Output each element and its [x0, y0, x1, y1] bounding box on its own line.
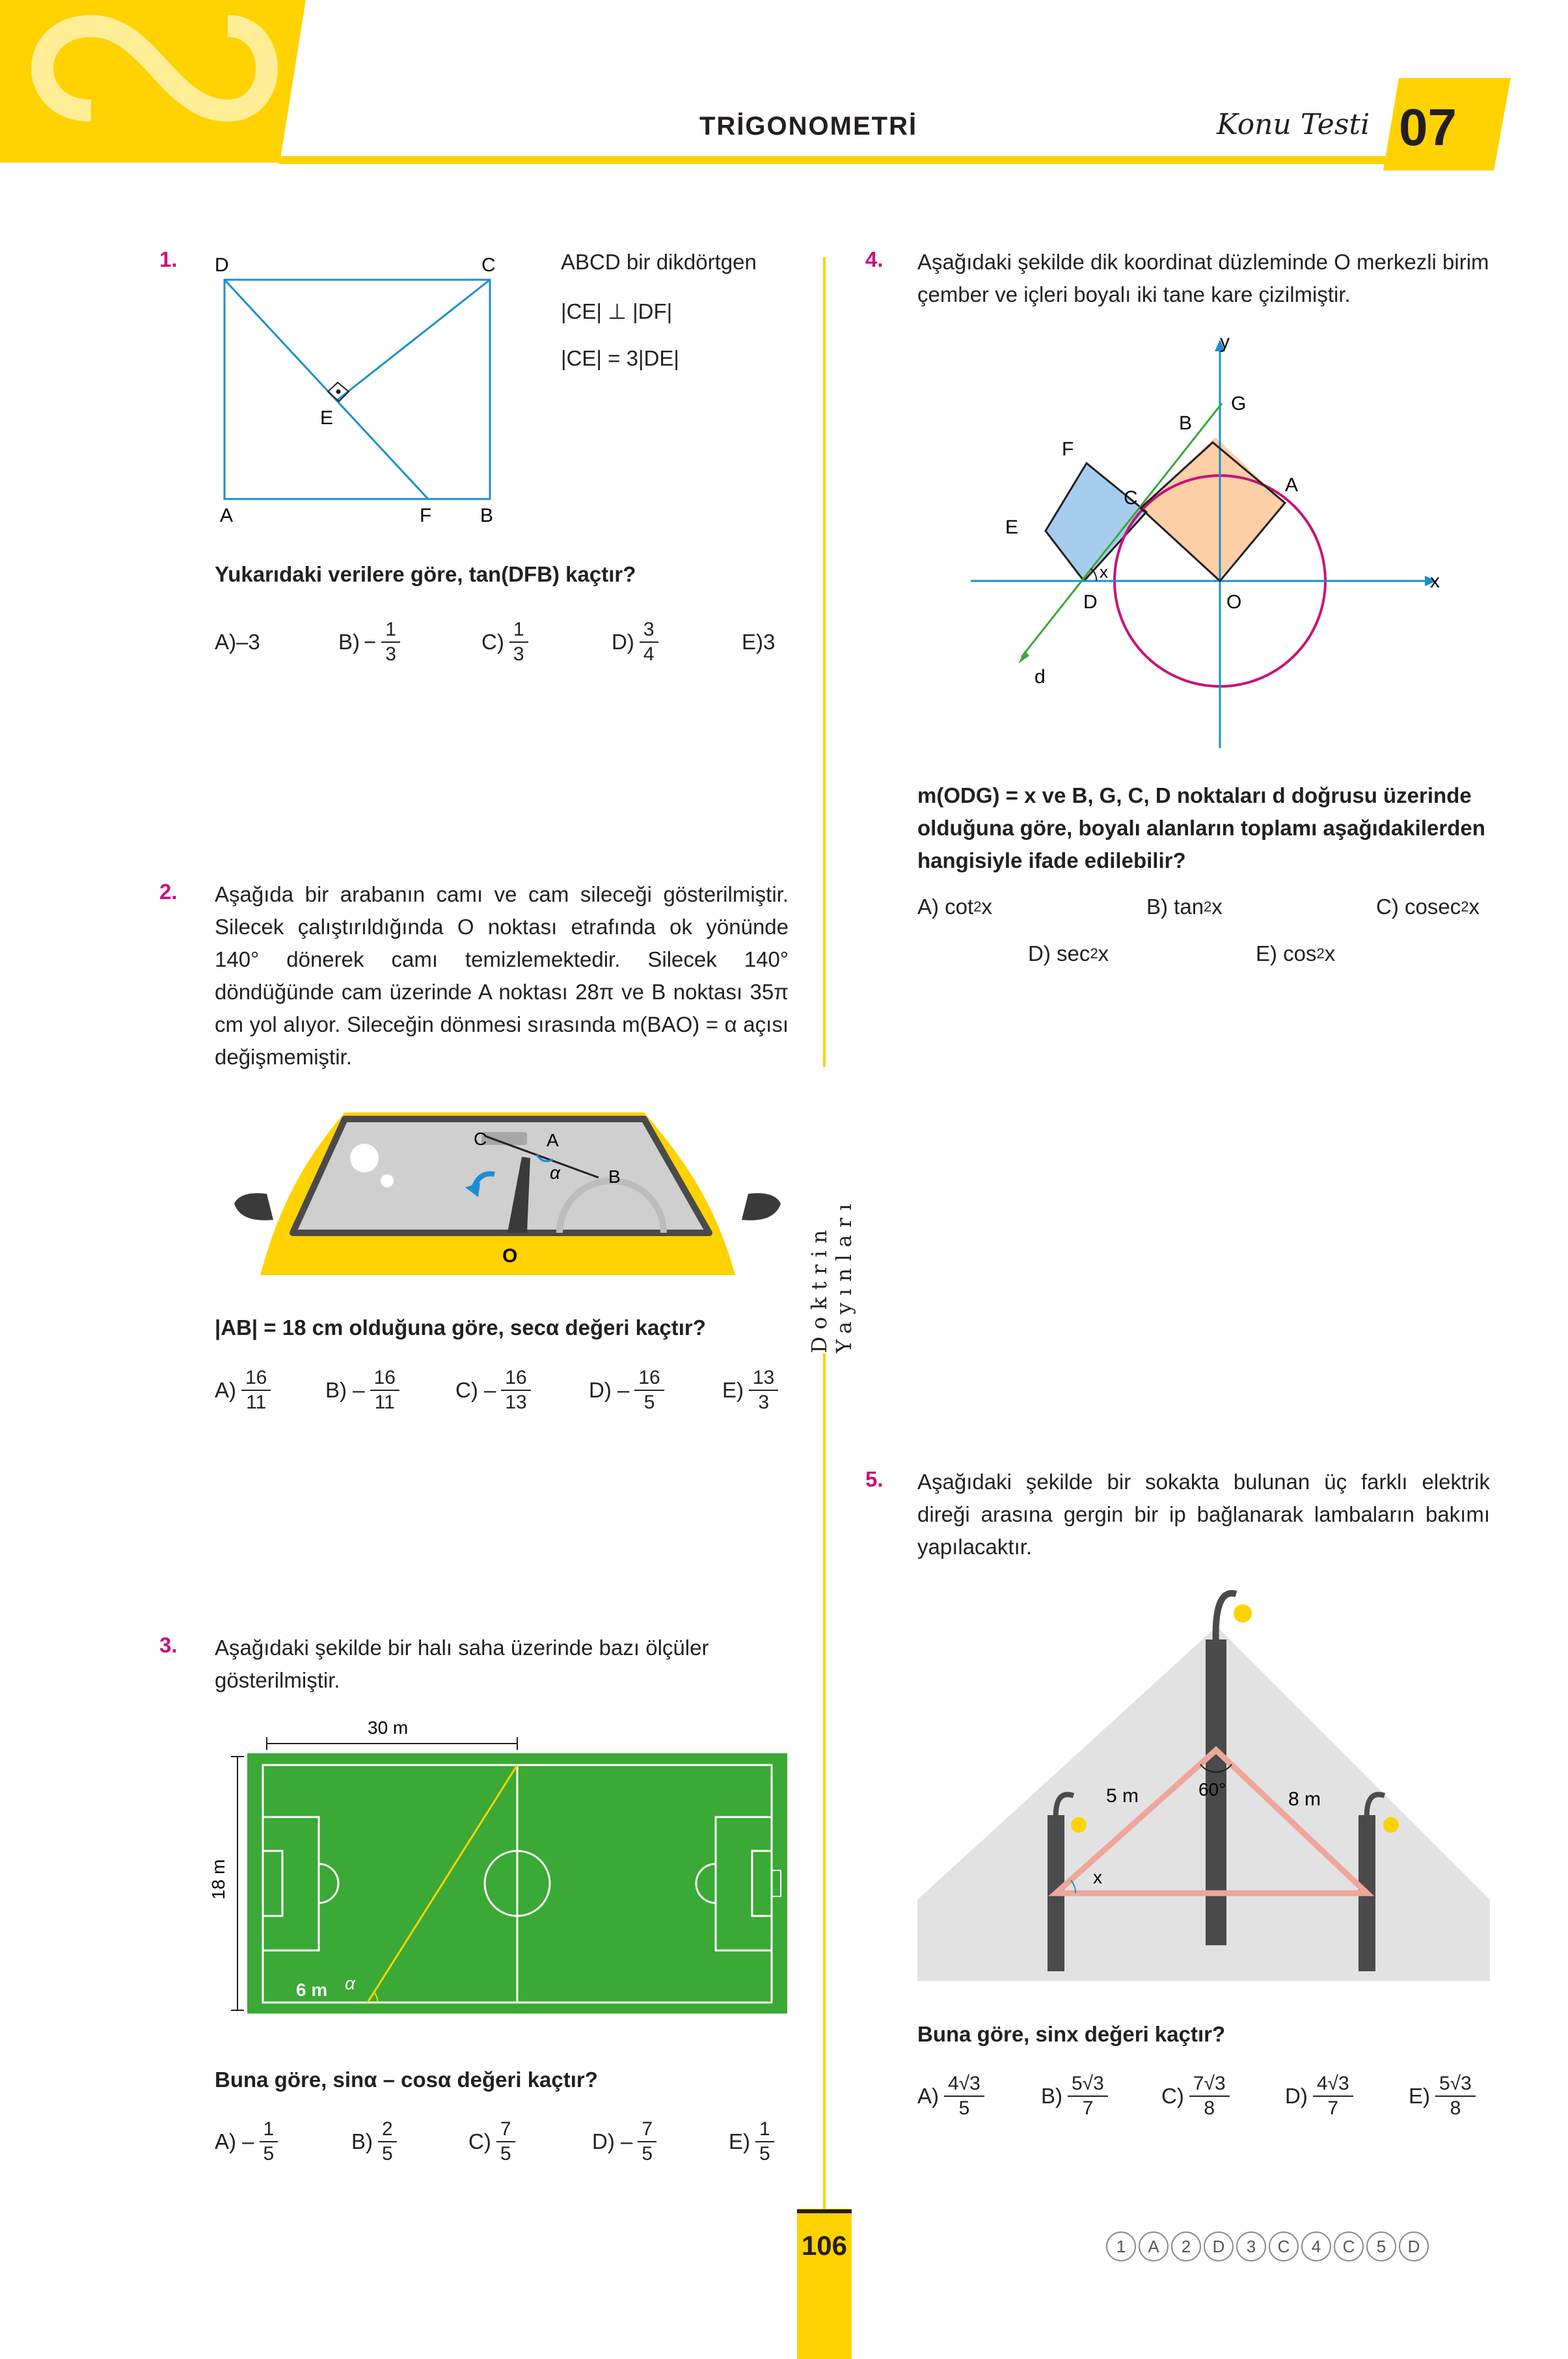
option-letter: D) sec — [1028, 941, 1090, 965]
question-number: 5. — [865, 1467, 884, 1491]
answer-option[interactable] — [481, 618, 528, 666]
q1-given-3: |CE| = 3|DE| — [561, 346, 679, 370]
option-fraction — [755, 2118, 774, 2166]
label-c: C — [1124, 487, 1138, 509]
label-c: C — [481, 254, 496, 276]
option-variable: x — [1211, 895, 1223, 919]
option-fraction — [1435, 2072, 1476, 2120]
label-y-axis: y — [1220, 332, 1230, 353]
option-letter: B) — [351, 2129, 373, 2153]
q3-options — [215, 2118, 800, 2176]
answer-key-letter: C — [1334, 2231, 1364, 2261]
numerator: 5√3 — [1435, 2072, 1476, 2097]
answer-key-question: 5 — [1366, 2231, 1396, 2261]
option-fraction — [944, 2072, 984, 2120]
answer-key-question: 3 — [1236, 2231, 1266, 2261]
numerator: 4√3 — [944, 2072, 984, 2097]
option-letter: E) — [1409, 2084, 1430, 2108]
option-letter: C) — [481, 630, 504, 654]
label-5m: 5 m — [1106, 1785, 1139, 1807]
denominator: 5 — [759, 2143, 770, 2164]
option-letter: E) — [729, 2129, 750, 2153]
label-c: C — [474, 1129, 487, 1149]
exponent: 2 — [1090, 945, 1098, 962]
numerator: 7 — [496, 2118, 515, 2142]
exponent: 2 — [1461, 898, 1469, 915]
label-o: O — [502, 1245, 518, 1267]
option-letter: A) — [917, 2084, 939, 2108]
option-letter: C) – — [455, 1378, 496, 1402]
option-letter: B) — [1041, 2084, 1062, 2108]
q1-given-1: ABCD bir dikdörtgen — [561, 250, 757, 274]
option-fraction — [496, 2118, 515, 2166]
label-width: 30 m — [368, 1718, 409, 1738]
label-line-d: d — [1034, 666, 1046, 688]
answer-key-question: 1 — [1106, 2231, 1136, 2261]
q2-question: |AB| = 18 cm olduğuna göre, secα değeri kaçtır? — [215, 1315, 706, 1340]
option-variable: x — [1468, 895, 1480, 919]
q4-question: m(ODG) = x ve B, G, C, D noktaları d doğrusu üzerinde olduğuna göre, boyalı alanların toplamı aşağıdakilerden hangisiyle ifade edilebilir? — [917, 783, 1485, 872]
label-g: G — [1231, 393, 1247, 414]
label-60-deg: 60° — [1198, 1779, 1226, 1800]
option-letter: D) — [1285, 2084, 1308, 2108]
option-letter: A) — [215, 630, 236, 654]
answer-option[interactable] — [455, 1366, 531, 1414]
q2-text: Aşağıda bir arabanın camı ve cam sileceği gösterilmiştir. Silecek çalıştırıldığında O noktası etrafında ok yönünde 140° dönerek camı temizlemektedir. Silecek 140° döndüğünde cam üzerinde A noktası 28π ve B noktası 35π cm yol alıyor. Sileceğin dönmesi sırasında m(BAO) = α açısı değişmemiştir. — [215, 882, 789, 1069]
numerator: 5√3 — [1068, 2072, 1108, 2097]
numerator: 4√3 — [1313, 2072, 1353, 2097]
question-number: 4. — [865, 247, 884, 271]
answer-option[interactable] — [215, 2118, 278, 2166]
option-letter: D) – — [589, 1378, 630, 1402]
answer-option[interactable] — [1146, 895, 1223, 919]
q3-pitch-figure — [208, 1711, 794, 2030]
q1-options — [215, 618, 800, 670]
option-letter: A) — [215, 1378, 236, 1402]
label-a: A — [547, 1130, 559, 1150]
option-letter: B) – — [325, 1378, 365, 1402]
label-a: A — [220, 505, 234, 526]
option-letter: C) — [1161, 2084, 1184, 2108]
q4-options — [917, 895, 1503, 986]
header-subtitle: Konu Testi — [1217, 108, 1370, 141]
denominator: 8 — [1204, 2097, 1215, 2119]
label-o: O — [1226, 591, 1242, 613]
label-base: 6 m — [296, 1980, 328, 2000]
answer-option[interactable] — [742, 630, 775, 654]
label-b: B — [480, 505, 494, 526]
option-letter: A) cot — [917, 895, 974, 919]
option-variable: x — [1324, 941, 1336, 965]
answer-option[interactable] — [917, 2072, 984, 2120]
answer-option[interactable] — [215, 1366, 271, 1414]
numerator: 1 — [509, 618, 528, 643]
answer-key-question: 4 — [1301, 2231, 1331, 2261]
denominator: 5 — [263, 2143, 275, 2164]
answer-option[interactable] — [1376, 895, 1480, 919]
option-fraction — [1189, 2072, 1230, 2120]
denominator: 5 — [958, 2097, 970, 2119]
label-b: B — [608, 1166, 621, 1187]
label-e: E — [1005, 517, 1019, 538]
answer-option[interactable] — [729, 2118, 774, 2166]
option-fraction — [370, 1366, 399, 1414]
answer-option[interactable] — [468, 2118, 515, 2166]
q5-options — [917, 2072, 1503, 2137]
option-letter: D) — [612, 630, 634, 654]
answer-key-letter: A — [1139, 2231, 1169, 2261]
option-letter: E) cos — [1256, 941, 1317, 965]
q1-rectangle-figure — [208, 247, 520, 533]
option-letter: B) tan — [1146, 895, 1204, 919]
denominator: 11 — [246, 1392, 267, 1413]
option-fraction — [634, 1366, 664, 1414]
answer-key-letter: D — [1399, 2231, 1429, 2261]
label-alpha: α — [550, 1163, 560, 1183]
denominator: 7 — [1327, 2097, 1339, 2119]
numerator: 16 — [241, 1366, 271, 1391]
answer-option[interactable] — [1285, 2072, 1353, 2120]
answer-key-letter: C — [1269, 2231, 1299, 2261]
q2-car-figure — [221, 1099, 794, 1288]
label-x-axis: x — [1430, 571, 1440, 592]
label-e: E — [320, 407, 334, 429]
publisher-side-text: Doktrin Yayınları — [807, 1067, 846, 1353]
q4-coordinate-figure — [956, 332, 1470, 761]
denominator: 13 — [505, 1392, 527, 1413]
option-letter: C) — [468, 2129, 491, 2153]
q1-question: Yukarıdaki verilere göre, tan(DFB) kaçtır? — [215, 562, 636, 586]
denominator: 3 — [513, 643, 524, 665]
option-fraction — [260, 2118, 278, 2166]
numerator: 1 — [381, 618, 400, 643]
q4-text: Aşağıdaki şekilde dik koordinat düzleminde O merkezli birim çember ve içleri boyalı iki tane kare çizilmiştir. — [917, 250, 1489, 306]
option-fraction — [381, 618, 400, 666]
answer-option[interactable] — [722, 1366, 778, 1414]
option-letter: D) – — [592, 2129, 633, 2153]
option-fraction — [1068, 2072, 1108, 2120]
exponent: 2 — [1204, 898, 1212, 915]
answer-option[interactable] — [1409, 2072, 1476, 2120]
answer-option[interactable] — [612, 618, 658, 666]
option-value: –3 — [236, 630, 260, 654]
header-decoration — [0, 0, 1568, 176]
question-number: 1. — [159, 247, 178, 271]
label-a: A — [1285, 474, 1299, 496]
question-number: 2. — [159, 880, 178, 904]
option-letter: C) cosec — [1376, 895, 1461, 919]
answer-option[interactable] — [1028, 941, 1109, 966]
answer-option[interactable] — [1161, 2072, 1230, 2120]
answer-key-letter: D — [1204, 2231, 1234, 2261]
option-fraction — [1313, 2072, 1353, 2120]
option-letter: B) — [338, 630, 360, 654]
q5-street-lamps-figure — [917, 1574, 1496, 1991]
option-letter: E) — [722, 1378, 744, 1402]
q3-question: Buna göre, sinα – cosα değeri kaçtır? — [215, 2068, 598, 2092]
page-number-bar — [797, 2209, 852, 2213]
option-fraction — [509, 618, 528, 666]
option-sign: − — [364, 630, 377, 654]
denominator: 11 — [374, 1392, 395, 1413]
denominator: 5 — [642, 2143, 653, 2164]
q2-options — [215, 1366, 800, 1425]
denominator: 5 — [382, 2143, 393, 2164]
exponent: 2 — [1316, 945, 1325, 962]
denominator: 5 — [643, 1392, 655, 1413]
denominator: 5 — [500, 2143, 511, 2164]
answer-option[interactable] — [917, 895, 992, 919]
header-title: TRİGONOMETRİ — [699, 112, 918, 141]
denominator: 7 — [1082, 2097, 1094, 2119]
option-letter: A) – — [215, 2129, 254, 2153]
q5-text: Aşağıdaki şekilde bir sokakta bulunan üç farklı elektrik direği arasına gergin bir ip bağlanarak lambaların bakımı yapılacaktır. — [917, 1470, 1490, 1559]
answer-option[interactable] — [351, 2118, 397, 2166]
numerator: 16 — [501, 1366, 530, 1391]
q3-text: Aşağıdaki şekilde bir halı saha üzerinde bazı ölçüler gösterilmiştir. — [215, 1636, 709, 1692]
label-height: 18 m — [208, 1859, 228, 1900]
question-number: 3. — [159, 1633, 178, 1657]
test-number: 07 — [1399, 98, 1457, 156]
q5-question: Buna göre, sinx değeri kaçtır? — [917, 2022, 1226, 2046]
label-d: D — [215, 254, 229, 276]
label-f: F — [1062, 438, 1074, 460]
answer-key — [1106, 2230, 1431, 2263]
denominator: 3 — [758, 1392, 770, 1413]
numerator: 1 — [260, 2118, 278, 2142]
option-fraction — [378, 2118, 397, 2166]
label-8m: 8 m — [1288, 1788, 1321, 1810]
label-x-angle: x — [1100, 562, 1108, 582]
numerator: 13 — [749, 1366, 778, 1391]
option-value: 3 — [763, 630, 776, 654]
option-letter: E) — [742, 630, 763, 654]
answer-option[interactable] — [215, 630, 260, 654]
numerator: 16 — [370, 1366, 399, 1391]
denominator: 4 — [643, 643, 655, 665]
answer-option[interactable] — [589, 1366, 664, 1414]
option-variable: x — [1098, 941, 1109, 965]
page-number: 106 — [801, 2230, 848, 2261]
answer-key-question: 2 — [1171, 2231, 1201, 2261]
label-b: B — [1179, 412, 1193, 434]
label-f: F — [420, 505, 432, 526]
numerator: 7√3 — [1189, 2072, 1230, 2097]
label-x: x — [1093, 1867, 1102, 1887]
answer-option[interactable] — [1256, 941, 1335, 966]
option-variable: x — [981, 895, 992, 919]
denominator: 3 — [385, 643, 396, 665]
option-fraction — [640, 618, 658, 666]
answer-option[interactable] — [592, 2118, 656, 2166]
numerator: 2 — [378, 2118, 397, 2142]
option-fraction — [638, 2118, 656, 2166]
exponent: 2 — [973, 898, 982, 915]
option-fraction — [501, 1366, 530, 1414]
denominator: 8 — [1450, 2097, 1461, 2119]
numerator: 7 — [638, 2118, 656, 2142]
answer-option[interactable] — [325, 1366, 399, 1414]
option-fraction — [241, 1366, 271, 1414]
label-alpha: α — [345, 1973, 355, 1993]
option-fraction — [749, 1366, 778, 1414]
q1-given-2: |CE| ⊥ |DF| — [561, 299, 673, 323]
answer-option[interactable] — [1041, 2072, 1108, 2120]
numerator: 16 — [634, 1366, 664, 1391]
answer-option[interactable] — [338, 618, 400, 666]
numerator: 1 — [755, 2118, 774, 2142]
numerator: 3 — [640, 618, 658, 643]
label-d: D — [1083, 591, 1098, 613]
